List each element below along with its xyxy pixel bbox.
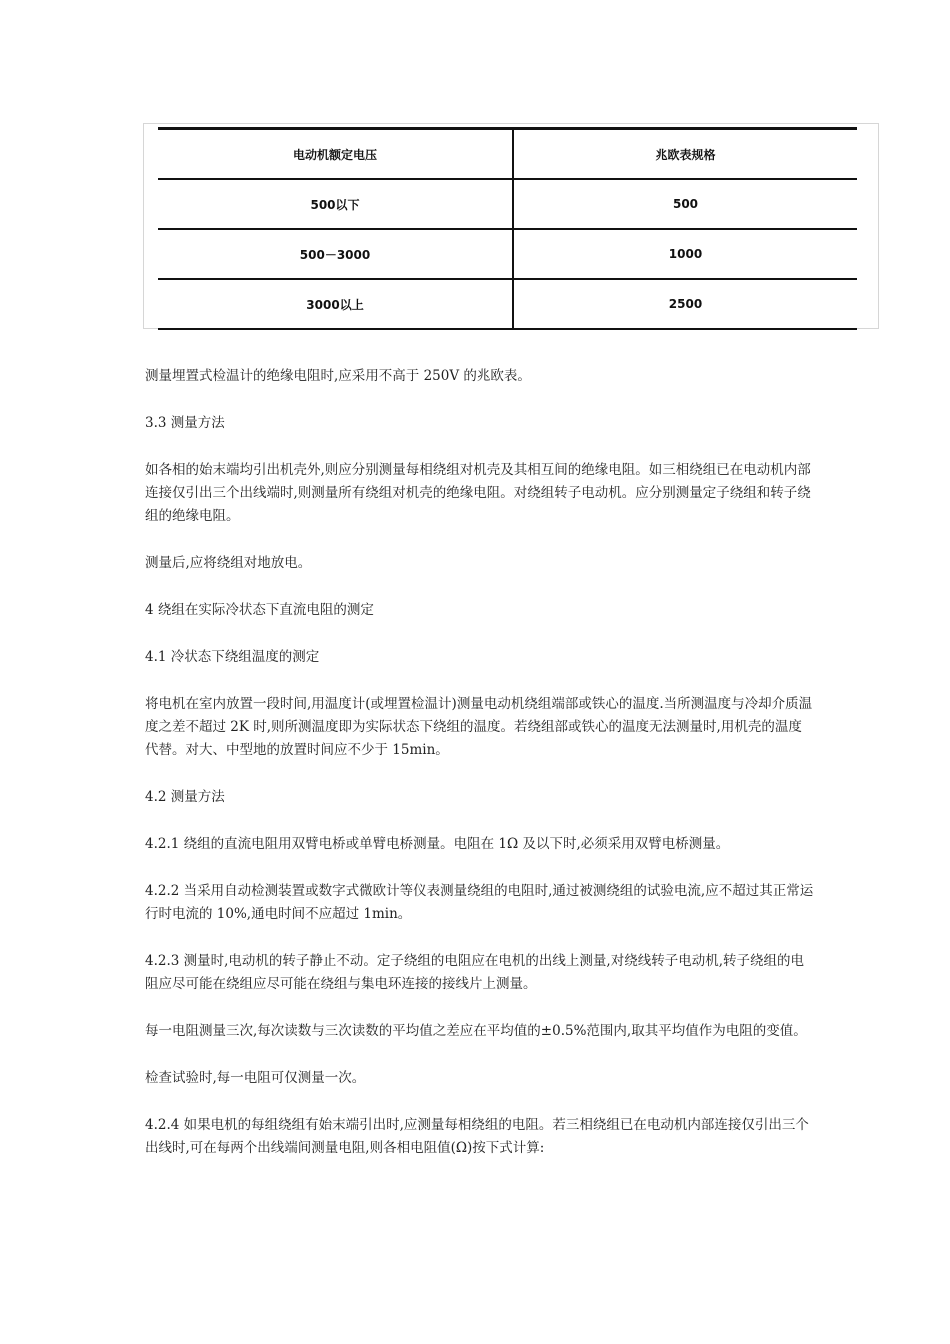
paragraph: 如各相的始末端均引出机壳外,则应分别测量每相绕组对机壳及其相互间的绝缘电阻。如三相绕组已在电动机内部连接仅引出三个出线端时,则测量所有绕组对机壳的绝缘电阻。对绕组转子电动机。应分别测量定子绕组和转子绕组的绝缘电阻。 (145, 462, 811, 524)
paragraph: 测量后,应将绕组对地放电。 (145, 555, 312, 571)
section-heading: 4.2 测量方法 (145, 789, 225, 805)
section-heading: 4 绕组在实际冷状态下直流电阻的测定 (145, 602, 374, 618)
table-cell: 500以下 (158, 179, 513, 229)
paragraph: 4.2.3 测量时,电动机的转子静止不动。定子绕组的电阻应在电机的出线上测量,对绕线转子电动机,转子绕组的电阻应尽可能在绕组应尽可能在绕组与集电环连接的接线片上测量。 (145, 953, 805, 992)
table-cell: 500－3000 (158, 229, 513, 279)
paragraph: 将电机在室内放置一段时间,用温度计(或埋置检温计)测量电动机绕组端部或铁心的温度.当所测温度与冷却介质温度之差不超过 2K 时,则所测温度即为实际状态下绕组的温度。若绕组部或铁心的温度无法测量时,用机壳的温度代替。对大、中型地的放置时间应不少于 15min。 (145, 696, 813, 758)
paragraph: 4.2.2 当采用自动检测装置或数字式微欧计等仪表测量绕组的电阻时,通过被测绕组的试验电流,应不超过其正常运行时电流的 10%,通电时间不应超过 1min。 (145, 883, 814, 922)
table-cell: 500 (513, 179, 857, 229)
paragraph: 测量埋置式检温计的绝缘电阻时,应采用不高于 250V 的兆欧表。 (145, 368, 531, 384)
paragraph: 4.2.1 绕组的直流电阻用双臂电桥或单臂电桥测量。电阻在 1Ω 及以下时,必须采用双臂电桥测量。 (145, 836, 730, 852)
table-row (158, 229, 857, 279)
table-cell: 1000 (513, 229, 857, 279)
paragraph: 4.2.4 如果电机的每组绕组有始末端引出时,应测量每相绕组的电阻。若三相绕组已在电动机内部连接仅引出三个出线时,可在每两个出线端间测量电阻,则各相电阻值(Ω)按下式计算: (145, 1117, 809, 1156)
paragraph: 每一电阻测量三次,每次读数与三次读数的平均值之差应在平均值的±0.5%范围内,取其平均值作为电阻的变值。 (145, 1023, 807, 1039)
paragraph: 检查试验时,每一电阻可仅测量一次。 (145, 1070, 366, 1086)
table-cell: 2500 (513, 279, 857, 329)
header-cell-voltage: 电动机额定电压 (158, 129, 513, 180)
section-heading: 3.3 测量方法 (145, 415, 225, 431)
document-body (145, 365, 815, 1184)
table-row (158, 279, 857, 329)
table-header-row (158, 129, 857, 180)
header-cell-meter-spec: 兆欧表规格 (513, 129, 857, 180)
table-row (158, 179, 857, 229)
megohmmeter-spec-table (158, 127, 857, 330)
section-heading: 4.1 冷状态下绕组温度的测定 (145, 649, 320, 665)
table-cell: 3000以上 (158, 279, 513, 329)
